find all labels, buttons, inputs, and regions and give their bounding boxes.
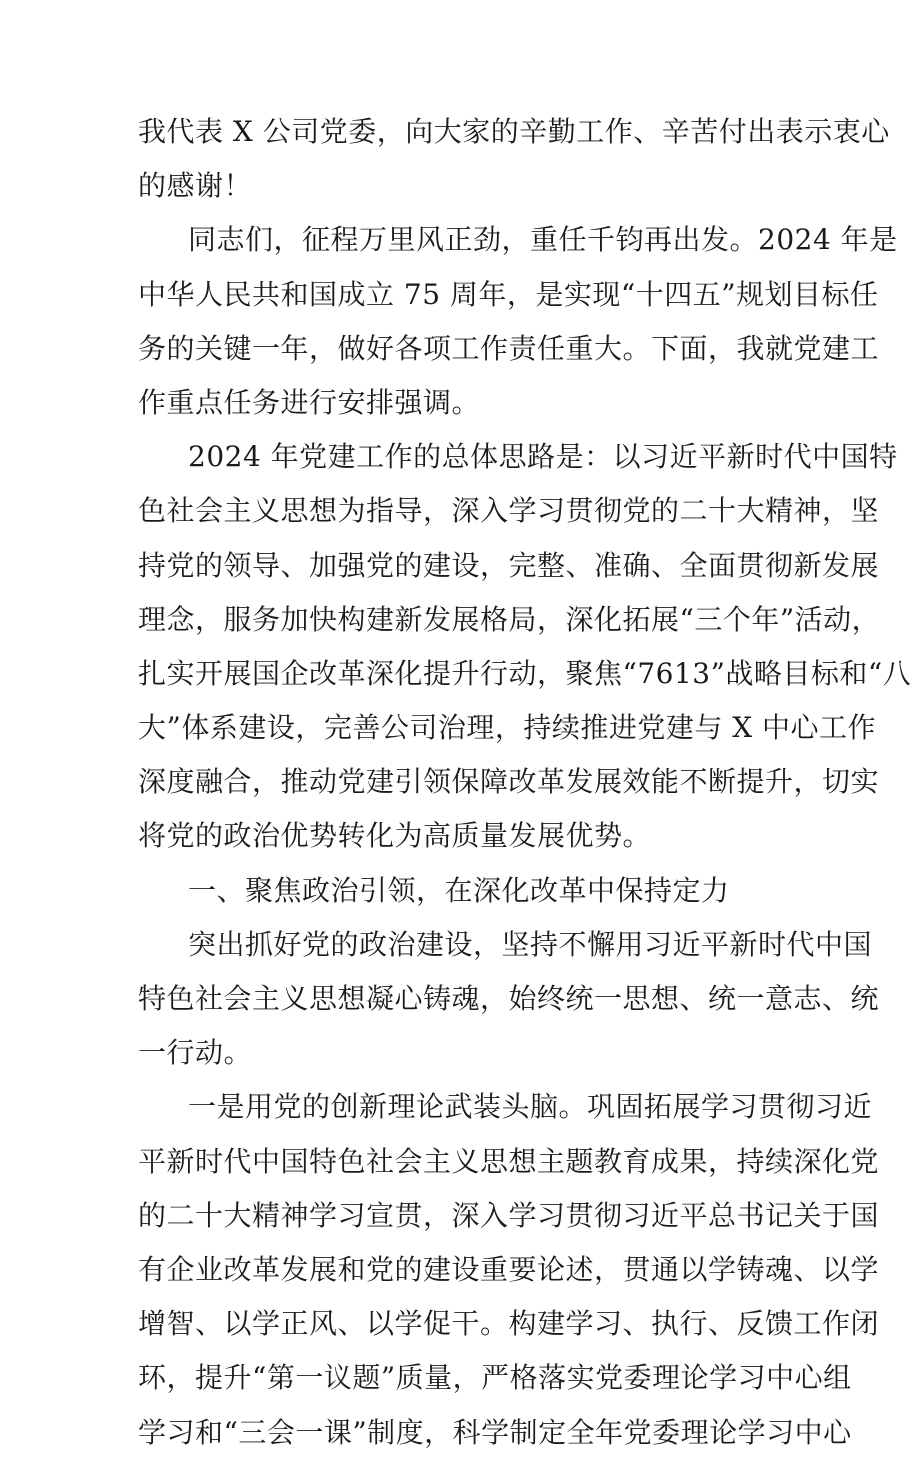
- text-line: 将党的政治优势转化为高质量发展优势。: [138, 819, 652, 853]
- paragraph-start-line: 一是用党的创新理论武装头脑。巩固拓展学习贯彻习近: [188, 1090, 873, 1124]
- text-line: 增智、以学正风、以学促干。构建学习、执行、反馈工作闭: [138, 1307, 880, 1341]
- text-line: 作重点任务进行安排强调。: [138, 385, 481, 419]
- text-line: 深度融合，推动党建引领保障改革发展效能不断提升，切实: [138, 765, 880, 799]
- text-line: 持党的领导、加强党的建设，完整、准确、全面贯彻新发展: [138, 548, 880, 582]
- text-line: 的感谢！: [138, 169, 253, 203]
- text-line: 扎实开展国企改革深化提升行动，聚焦“7613”战略目标和“八: [138, 656, 912, 690]
- text-line: 有企业改革发展和党的建设重要论述，贯通以学铸魂、以学: [138, 1252, 880, 1286]
- text-line: 的二十大精神学习宣贯，深入学习贯彻习近平总书记关于国: [138, 1198, 880, 1232]
- paragraph-start-line: 2024 年党建工作的总体思路是：以习近平新时代中国特: [188, 440, 898, 474]
- text-line: 务的关键一年，做好各项工作责任重大。下面，我就党建工: [138, 331, 880, 365]
- text-line: 色社会主义思想为指导，深入学习贯彻党的二十大精神，坚: [138, 494, 880, 528]
- text-line: 中华人民共和国成立 75 周年，是实现“十四五”规划目标任: [138, 277, 879, 311]
- text-line: 环，提升“第一议题”质量，严格落实党委理论学习中心组: [138, 1361, 852, 1395]
- paragraph-start-line: 突出抓好党的政治建设，坚持不懈用习近平新时代中国: [188, 927, 873, 961]
- document-body: [138, 105, 912, 1460]
- text-line: 理念，服务加快构建新发展格局，深化拓展“三个年”活动，: [138, 602, 881, 636]
- text-line: 我代表 X 公司党委，向大家的辛勤工作、辛苦付出表示衷心: [138, 115, 890, 148]
- text-line: 大”体系建设，完善公司治理，持续推进党建与 X 中心工作: [138, 711, 877, 745]
- section-heading: 一、聚焦政治引领，在深化改革中保持定力: [188, 873, 730, 907]
- paragraph-start-line: 同志们，征程万里风正劲，重任千钧再出发。2024 年是: [188, 223, 898, 257]
- text-line: 学习和“三会一课”制度，科学制定全年党委理论学习中心: [138, 1415, 852, 1449]
- text-line: 特色社会主义思想凝心铸魂，始终统一思想、统一意志、统: [138, 982, 880, 1015]
- text-line: 平新时代中国特色社会主义思想主题教育成果，持续深化党: [138, 1144, 880, 1178]
- text-line: 一行动。: [138, 1036, 253, 1070]
